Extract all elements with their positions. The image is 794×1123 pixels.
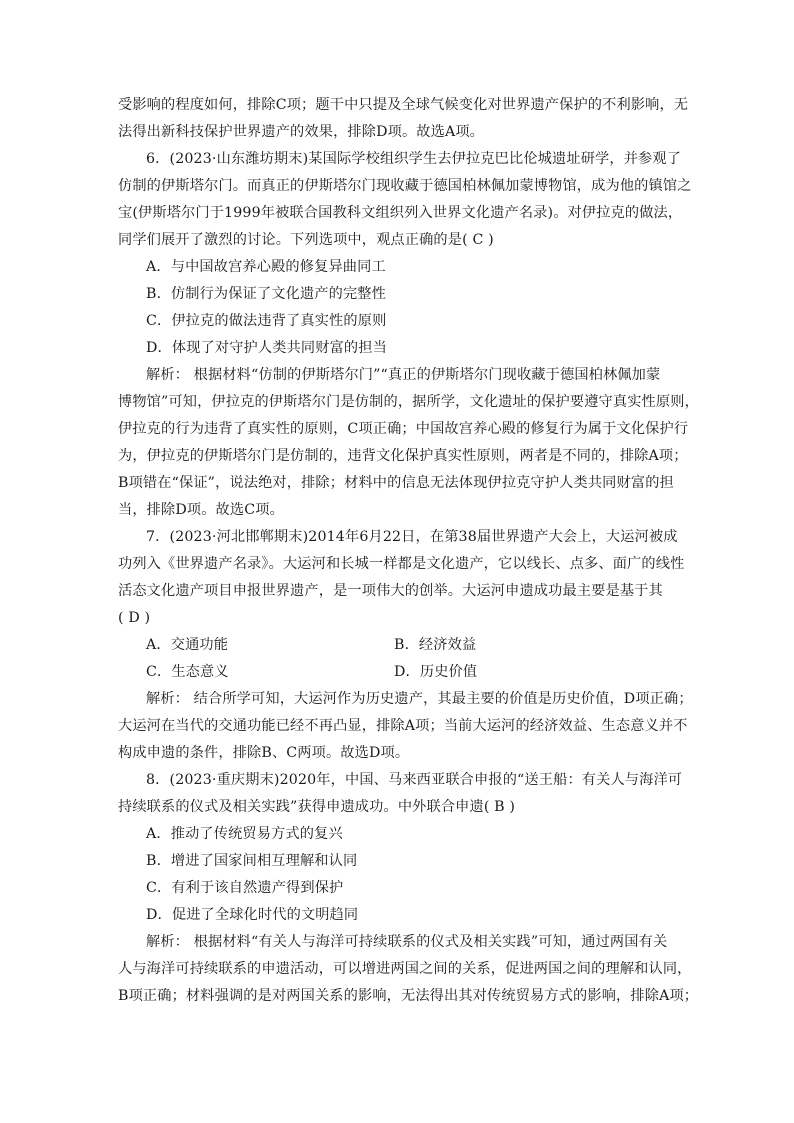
q6-analysis-line-6: 当，排除D项。故选C项。 <box>118 502 284 518</box>
q5-analysis-line-1: 受影响的程度如何，排除C项；题干中只提及全球气候变化对世界遗产保护的不利影响，无 <box>118 97 689 113</box>
q7-option-b: B．经济效益 <box>394 637 477 653</box>
q7-analysis-line-3: 构成申遗的条件，排除B、C两项。故选D项。 <box>118 745 410 761</box>
q6-analysis-line-4: 为，伊拉克的伊斯塔尔门是仿制的，违背文化保护真实性原则，两者是不同的，排除A项； <box>118 448 688 464</box>
q6-option-d: D．体现了对守护人类共同财富的担当 <box>146 340 387 356</box>
q8-analysis-line-2: 人与海洋可持续联系的申遗活动，可以增进两国之间的关系，促进两国之间的理解和认同， <box>118 961 692 977</box>
q7-analysis-line-2: 大运河在当代的交通功能已经不再凸显，排除A项；当前大运河的经济效益、生态意义并不 <box>118 718 688 734</box>
q8-option-b: B．增进了国家间相互理解和认同 <box>146 853 358 869</box>
q7-stem-line-1: 7．(2023·河北邯郸期末)2014年6月22日，在第38届世界遗产大会上，大运河被成 <box>146 529 678 545</box>
q8-option-d: D．促进了全球化时代的文明趋同 <box>146 907 359 923</box>
q8-stem-line-2: 持续联系的仪式及相关实践”获得申遗成功。中外联合申遗( B ) <box>118 799 516 815</box>
q6-stem-line-3: 宝(伊斯塔尔门于1999年被联合国教科文组织列入世界文化遗产名录)。对伊拉克的做法， <box>118 205 683 221</box>
q7-options-row-1 <box>118 632 682 659</box>
q6-analysis-line-3: 伊拉克的行为违背了真实性的原则，C项正确；中国故宫养心殿的修复行为属于文化保护行 <box>118 421 689 437</box>
q6-stem-line-1: 6．(2023·山东潍坊期末)某国际学校组织学生去伊拉克巴比伦城遗址研学，并参观了 <box>146 151 682 167</box>
q6-analysis-line-5: B项错在“保证”，说法绝对，排除；材料中的信息无法体现伊拉克守护人类共同财富的担 <box>118 475 674 491</box>
q6-stem-line-4: 同学们展开了激烈的讨论。下列选项中，观点正确的是( C ) <box>118 232 494 248</box>
q7-options-row-2 <box>118 659 682 686</box>
q8-stem-line-1: 8．(2023·重庆期末)2020年，中国、马来西亚联合申报的“送王船：有关人与海洋可 <box>146 772 683 788</box>
q7-stem-line-4: ( D ) <box>118 610 151 626</box>
q7-option-a: A．交通功能 <box>146 637 229 653</box>
q6-stem-line-2: 仿制的伊斯塔尔门。而真正的伊斯塔尔门现收藏于德国柏林佩加蒙博物馆，成为他的镇馆之 <box>118 178 692 194</box>
q7-stem-line-3: 活态文化遗产项目申报世界遗产，是一项伟大的创举。大运河申遗成功最主要是基于其 <box>118 583 663 599</box>
q6-option-c: C．伊拉克的做法违背了真实性的原则 <box>146 313 387 329</box>
q7-option-c: C．生态意义 <box>146 664 229 680</box>
q7-option-d: D．历史价值 <box>394 664 478 680</box>
q8-analysis-line-1: 解析： 根据材料“有关人与海洋可持续联系的仪式及相关实践”可知，通过两国有关 <box>146 934 668 950</box>
q8-option-a: A．推动了传统贸易方式的复兴 <box>146 826 343 842</box>
q7-stem-line-2: 功列入《世界遗产名录》。大运河和长城一样都是文化遗产，它以线长、点多、面广的线性 <box>118 556 685 572</box>
q8-option-c: C．有利于该自然遗产得到保护 <box>146 880 344 896</box>
q6-option-a: A．与中国故宫养心殿的修复异曲同工 <box>146 259 386 275</box>
q5-analysis-line-2: 法得出新科技保护世界遗产的效果，排除D项。故选A项。 <box>118 124 485 140</box>
q7-analysis-line-1: 解析： 结合所学可知，大运河作为历史遗产，其最主要的价值是历史价值，D项正确； <box>146 691 693 707</box>
q6-option-b: B．仿制行为保证了文化遗产的完整性 <box>146 286 386 302</box>
q6-analysis-line-2: 博物馆”可知，伊拉克的伊斯塔尔门是仿制的，据所学，文化遗址的保护要遵守真实性原则， <box>118 394 699 410</box>
q8-analysis-line-3: B项正确；材料强调的是对两国关系的影响，无法得出其对传统贸易方式的影响，排除A项； <box>118 988 699 1004</box>
q6-analysis-line-1: 解析： 根据材料“仿制的伊斯塔尔门”“真正的伊斯塔尔门现收藏于德国柏林佩加蒙 <box>146 367 661 383</box>
